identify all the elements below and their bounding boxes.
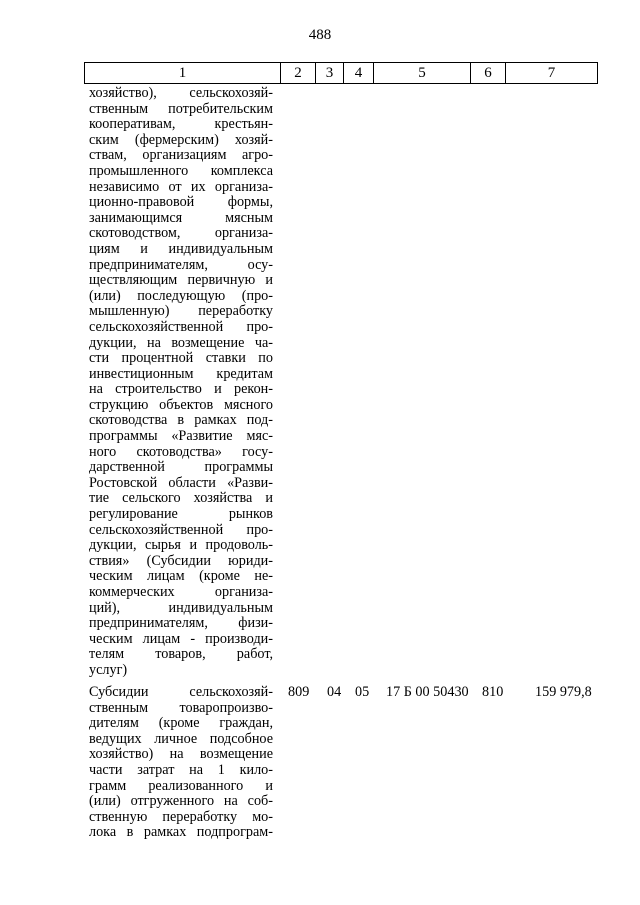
row1-line: дукции, сырья и продоволь- <box>89 537 273 554</box>
row1-line: ществляющим первичную и <box>89 272 273 289</box>
column-header-2: 2 <box>281 63 316 84</box>
row2-line: хозяйство) на возмещение <box>89 746 273 763</box>
row1-line: телям товаров, работ, <box>89 646 273 663</box>
row1-line: занимающимся мясным <box>89 209 273 226</box>
column-header-7: 7 <box>506 63 598 84</box>
row1-line: скотоводства в рамках под- <box>89 412 273 429</box>
row1-line: кооперативам, крестьян- <box>89 116 273 133</box>
column-header-3: 3 <box>316 63 344 84</box>
row2-line: части затрат на 1 кило- <box>89 761 273 778</box>
row1-line: ствам, организациям агро- <box>89 147 273 164</box>
row1-line: ческим лицам (кроме не- <box>89 568 273 585</box>
row1-line: предпринимателям, осу- <box>89 256 273 273</box>
row1-line: инвестиционным кредитам <box>89 365 273 382</box>
row2-col4-subsection: 05 <box>355 684 370 700</box>
row1-line: программы «Развитие мяс- <box>89 428 273 445</box>
row1-line: ческим лицам - производи- <box>89 630 273 647</box>
column-header-row <box>85 63 598 84</box>
row1-line: ствия» (Субсидии юриди- <box>89 552 273 569</box>
column-header-5: 5 <box>374 63 471 84</box>
row1-line: коммерческих организа- <box>89 584 273 600</box>
row1-line: независимо от их организа- <box>89 178 273 195</box>
row1-line: сельскохозяйственной про- <box>89 318 273 335</box>
row1-line: (или) последующую (про- <box>89 287 273 304</box>
row2-line: (или) отгруженного на соб- <box>89 793 273 810</box>
row1-line: ским (фермерским) хозяй- <box>89 131 273 148</box>
row2-line: ведущих личное подсобное <box>89 730 273 747</box>
row1-line: сти процентной ставки по <box>89 350 273 367</box>
row2-line: ственным товаропроизво- <box>89 699 273 716</box>
column-header-table <box>84 62 598 84</box>
row1-line: мышленную) переработку <box>89 303 273 320</box>
row1-line: ного скотоводства» госу- <box>89 443 273 460</box>
row2-description <box>89 685 273 841</box>
row1-line: дукции, на возмещение ча- <box>89 334 273 351</box>
column-header-1: 1 <box>85 63 281 84</box>
row1-line: на строительство и рекон- <box>89 381 273 398</box>
row1-line: скотоводством, организа- <box>89 225 273 242</box>
column-header-6: 6 <box>471 63 506 84</box>
row2-col6-expense-type: 810 <box>482 684 504 700</box>
row2-line: грамм реализованного и <box>89 777 273 794</box>
column-header-4: 4 <box>344 63 374 84</box>
row2-line: дителям (кроме граждан, <box>89 715 273 732</box>
row1-line: предпринимателям, физи- <box>89 615 273 632</box>
page-number: 488 <box>308 27 332 43</box>
row1-line: промышленного комплекса <box>89 162 273 179</box>
row1-line: ций), индивидуальным <box>89 599 273 616</box>
row1-line: струкцию объектов мясного <box>89 396 273 413</box>
row1-line: сельскохозяйственной про- <box>89 521 273 538</box>
row1-line: хозяйство), сельскохозяй- <box>89 85 273 101</box>
row2-col7-amount: 159 979,8 <box>535 684 592 700</box>
row1-line: регулирование рынков <box>89 506 273 523</box>
row1-line: ционно-правовой формы, <box>89 194 273 211</box>
row2-col3-section: 04 <box>327 684 342 700</box>
row1-line: тие сельского хозяйства и <box>89 490 273 507</box>
row2-line: Субсидии сельскохозяй- <box>89 684 273 700</box>
row2-line: ственную переработку мо- <box>89 808 273 825</box>
row1-line: услуг) <box>89 661 128 678</box>
row1-line: Ростовской области «Разви- <box>89 474 273 491</box>
row2-col5-target-article: 17 Б 00 50430 <box>386 684 469 700</box>
row2-line: лока в рамках подпрограм- <box>89 824 273 841</box>
row1-description <box>89 86 273 679</box>
row1-line: дарственной программы <box>89 459 273 476</box>
row2-col2-code: 809 <box>288 684 310 700</box>
row1-line: циям и индивидуальным <box>89 240 273 257</box>
row1-line: ственным потребительским <box>89 100 273 117</box>
